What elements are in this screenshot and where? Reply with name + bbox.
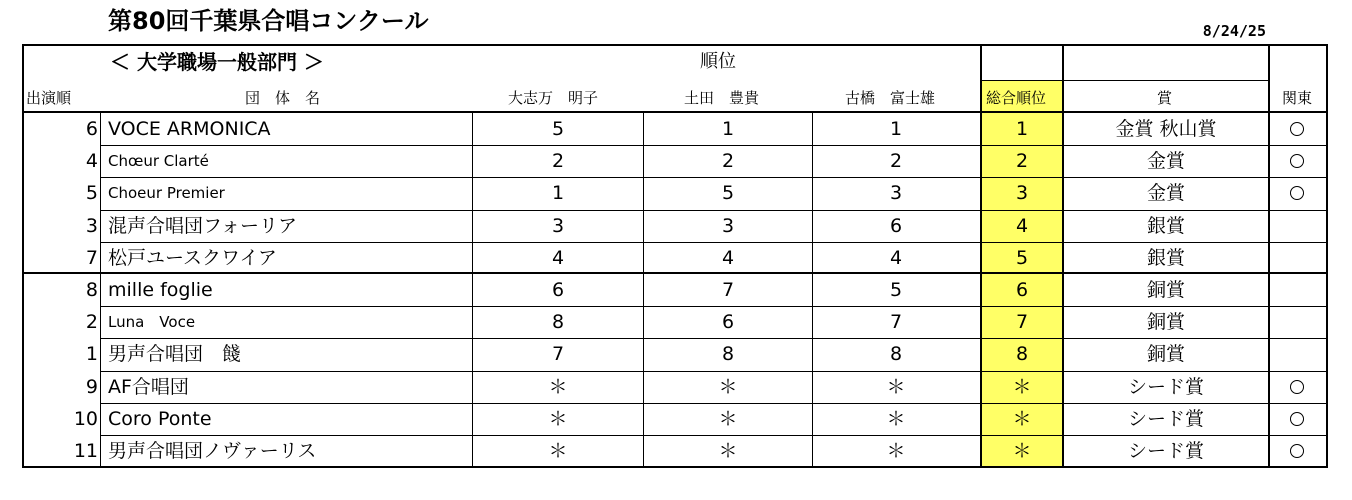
row-judge1: 1 (551, 182, 565, 204)
row-judge3: 5 (889, 279, 903, 301)
row-judge2: 6 (721, 311, 735, 333)
row-divider (100, 145, 1328, 146)
row-judge3: 3 (889, 182, 903, 204)
divider (472, 112, 473, 468)
row-award: 銅賞 (1146, 343, 1185, 365)
row-award: 銅賞 (1146, 279, 1185, 301)
col-judge3: 古橋 富士雄 (845, 89, 936, 107)
row-order: 11 (73, 440, 98, 462)
row-judge1: 4 (551, 247, 565, 269)
row-divider (100, 435, 1328, 436)
col-group: 団 体 名 (245, 89, 321, 107)
row-judge3: 1 (889, 118, 903, 140)
row-judge3: 4 (889, 247, 903, 269)
row-judge1: 6 (551, 279, 565, 301)
divider (980, 80, 1062, 81)
row-order: 1 (85, 343, 98, 365)
row-overall: 5 (1015, 247, 1029, 269)
row-group-name: Chœur Clarté (108, 152, 209, 170)
row-group-name: AF合唱団 (108, 376, 189, 398)
kanto-circle-icon (1290, 154, 1304, 168)
row-judge2: 4 (721, 247, 735, 269)
col-award: 賞 (1157, 89, 1173, 107)
col-kanto: 関東 (1282, 89, 1313, 107)
divider (1268, 44, 1270, 468)
row-overall: 4 (1015, 215, 1029, 237)
row-judge2: 2 (721, 150, 735, 172)
row-judge3: 6 (889, 215, 903, 237)
row-overall: ＊ (1012, 440, 1032, 462)
row-overall: ＊ (1012, 408, 1032, 430)
row-order: 5 (85, 182, 98, 204)
page-title: 第80回千葉県合唱コンクール (108, 7, 429, 35)
row-order: 3 (85, 215, 98, 237)
row-divider (100, 371, 1328, 372)
row-award: 銀賞 (1146, 247, 1185, 269)
row-overall: 2 (1015, 150, 1029, 172)
row-divider (100, 338, 1328, 339)
row-group-name: 松戸ユースクワイア (108, 247, 277, 269)
row-divider (100, 403, 1328, 404)
row-group-name: 男声合唱団 餞 (108, 343, 242, 365)
row-group-name: 混声合唱団フォーリア (108, 215, 298, 237)
row-award: シード賞 (1127, 408, 1204, 430)
kanto-circle-icon (1290, 186, 1304, 200)
row-judge2: 1 (721, 118, 735, 140)
row-judge3: ＊ (886, 408, 906, 430)
row-group-name: Luna Voce (108, 313, 196, 331)
row-order: 8 (85, 279, 98, 301)
row-group-name: VOCE ARMONICA (108, 118, 271, 140)
row-judge2: 3 (721, 215, 735, 237)
ranking-label: 順位 (700, 51, 736, 72)
row-judge3: 2 (889, 150, 903, 172)
divider (1062, 80, 1268, 81)
kanto-circle-icon (1290, 412, 1304, 426)
row-order: 6 (85, 118, 98, 140)
row-overall: 6 (1015, 279, 1029, 301)
row-judge2: 7 (721, 279, 735, 301)
row-divider (100, 306, 1328, 307)
divider (100, 112, 101, 468)
col-order: 出演順 (26, 89, 72, 107)
row-award: 銀賞 (1146, 215, 1185, 237)
row-group-name: Choeur Premier (108, 184, 225, 202)
row-overall: ＊ (1012, 376, 1032, 398)
row-award: 銅賞 (1146, 311, 1185, 333)
row-judge1: ＊ (548, 408, 568, 430)
row-order: 2 (85, 311, 98, 333)
row-order: 9 (85, 376, 98, 398)
row-judge1: 5 (551, 118, 565, 140)
row-judge1: ＊ (548, 376, 568, 398)
date-label: 8/24/25 (1202, 22, 1266, 40)
row-divider (100, 210, 1328, 211)
row-order: 4 (85, 150, 98, 172)
row-overall: 8 (1015, 343, 1029, 365)
row-judge3: 8 (889, 343, 903, 365)
row-award: シード賞 (1127, 376, 1204, 398)
kanto-circle-icon (1290, 380, 1304, 394)
row-judge1: ＊ (548, 440, 568, 462)
row-award: 金賞 秋山賞 (1115, 118, 1217, 140)
row-award: シード賞 (1127, 440, 1204, 462)
row-judge2: ＊ (718, 376, 738, 398)
division-label: ＜ 大学職場一般部門 ＞ (110, 50, 324, 74)
row-divider (100, 177, 1328, 178)
row-judge2: 8 (721, 343, 735, 365)
row-judge3: ＊ (886, 376, 906, 398)
row-overall: 7 (1015, 311, 1029, 333)
kanto-circle-icon (1290, 444, 1304, 458)
row-judge2: 5 (721, 182, 735, 204)
row-overall: 1 (1015, 118, 1029, 140)
row-group-name: 男声合唱団ノヴァーリス (108, 440, 317, 462)
kanto-circle-icon (1290, 122, 1304, 136)
row-judge1: 8 (551, 311, 565, 333)
row-group-name: Coro Ponte (108, 408, 212, 430)
row-group-name: mille foglie (108, 279, 213, 301)
col-overall: 総合順位 (986, 89, 1047, 107)
row-judge1: 2 (551, 150, 565, 172)
col-judge2: 土田 豊貴 (684, 89, 760, 107)
row-judge2: ＊ (718, 408, 738, 430)
row-order: 7 (85, 247, 98, 269)
row-judge1: 3 (551, 215, 565, 237)
row-judge2: ＊ (718, 440, 738, 462)
row-order: 10 (73, 408, 98, 430)
row-judge3: 7 (889, 311, 903, 333)
row-award: 金賞 (1146, 182, 1185, 204)
row-award: 金賞 (1146, 150, 1185, 172)
divider (22, 111, 1328, 113)
row-judge3: ＊ (886, 440, 906, 462)
col-judge1: 大志万 明子 (508, 89, 599, 107)
row-overall: 3 (1015, 182, 1029, 204)
row-judge1: 7 (551, 343, 565, 365)
row-divider (100, 242, 1328, 243)
